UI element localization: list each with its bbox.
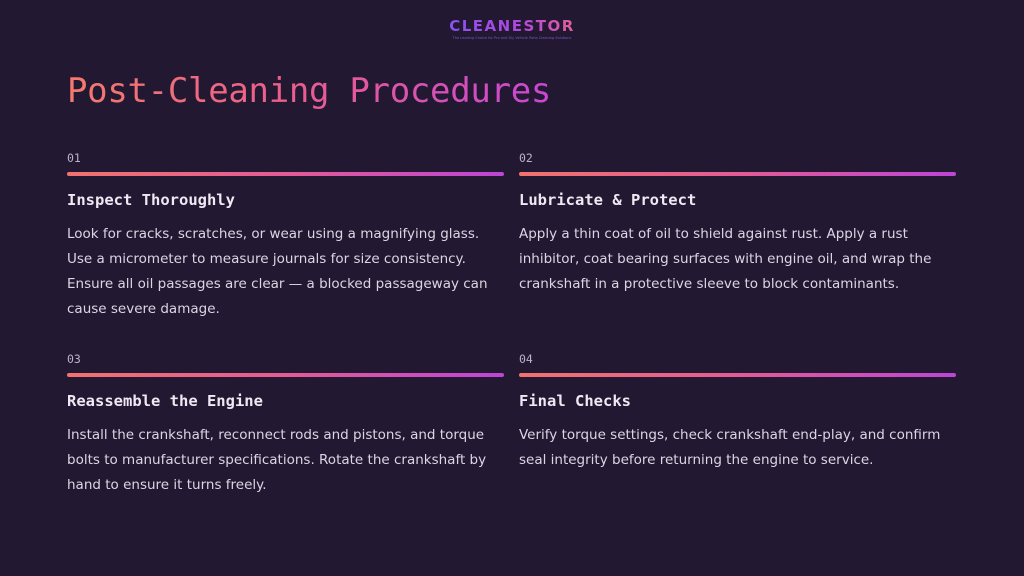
step-description: Apply a thin coat of oil to shield against rust. Apply a rust inhibitor, coat bearing surfaces with engine oil, and wrap the crankshaft in a protective sleeve to block contaminants. xyxy=(519,226,932,292)
step-title: Final Checks xyxy=(519,392,631,410)
step-description: Install the crankshaft, reconnect rods and pistons, and torque bolts to manufacturer specifications. Rotate the crankshaft by hand to ensure it turns freely. xyxy=(67,427,487,493)
brand-logo xyxy=(0,16,1024,41)
step-title: Reassemble the Engine xyxy=(67,392,263,410)
gradient-divider xyxy=(67,373,504,377)
step-title: Lubricate & Protect xyxy=(519,191,697,209)
gradient-divider xyxy=(519,373,956,377)
step-number: 04 xyxy=(519,352,533,366)
procedure-card-1 xyxy=(67,151,504,322)
gradient-divider xyxy=(67,172,504,176)
step-description: Verify torque settings, check crankshaft end-play, and confirm seal integrity before returning the engine to service. xyxy=(519,427,941,468)
brand-tagline: The Leading Choice for Pro and Diy Vehicle Parts Cleaning Solutions xyxy=(452,36,572,40)
step-number: 03 xyxy=(67,352,81,366)
procedure-card-2 xyxy=(519,151,956,297)
brand-name: CLEANESTOR xyxy=(449,17,575,35)
step-number: 01 xyxy=(67,151,81,165)
page-title: Post-Cleaning Procedures xyxy=(67,71,552,111)
procedure-card-4 xyxy=(519,352,956,473)
step-title: Inspect Thoroughly xyxy=(67,191,235,209)
gradient-divider xyxy=(519,172,956,176)
step-number: 02 xyxy=(519,151,533,165)
procedure-card-3 xyxy=(67,352,504,498)
step-description: Look for cracks, scratches, or wear using a magnifying glass. Use a micrometer to measure journals for size consistency. Ensure all oil passages are clear — a blocked passageway can cause severe damage. xyxy=(67,226,488,317)
